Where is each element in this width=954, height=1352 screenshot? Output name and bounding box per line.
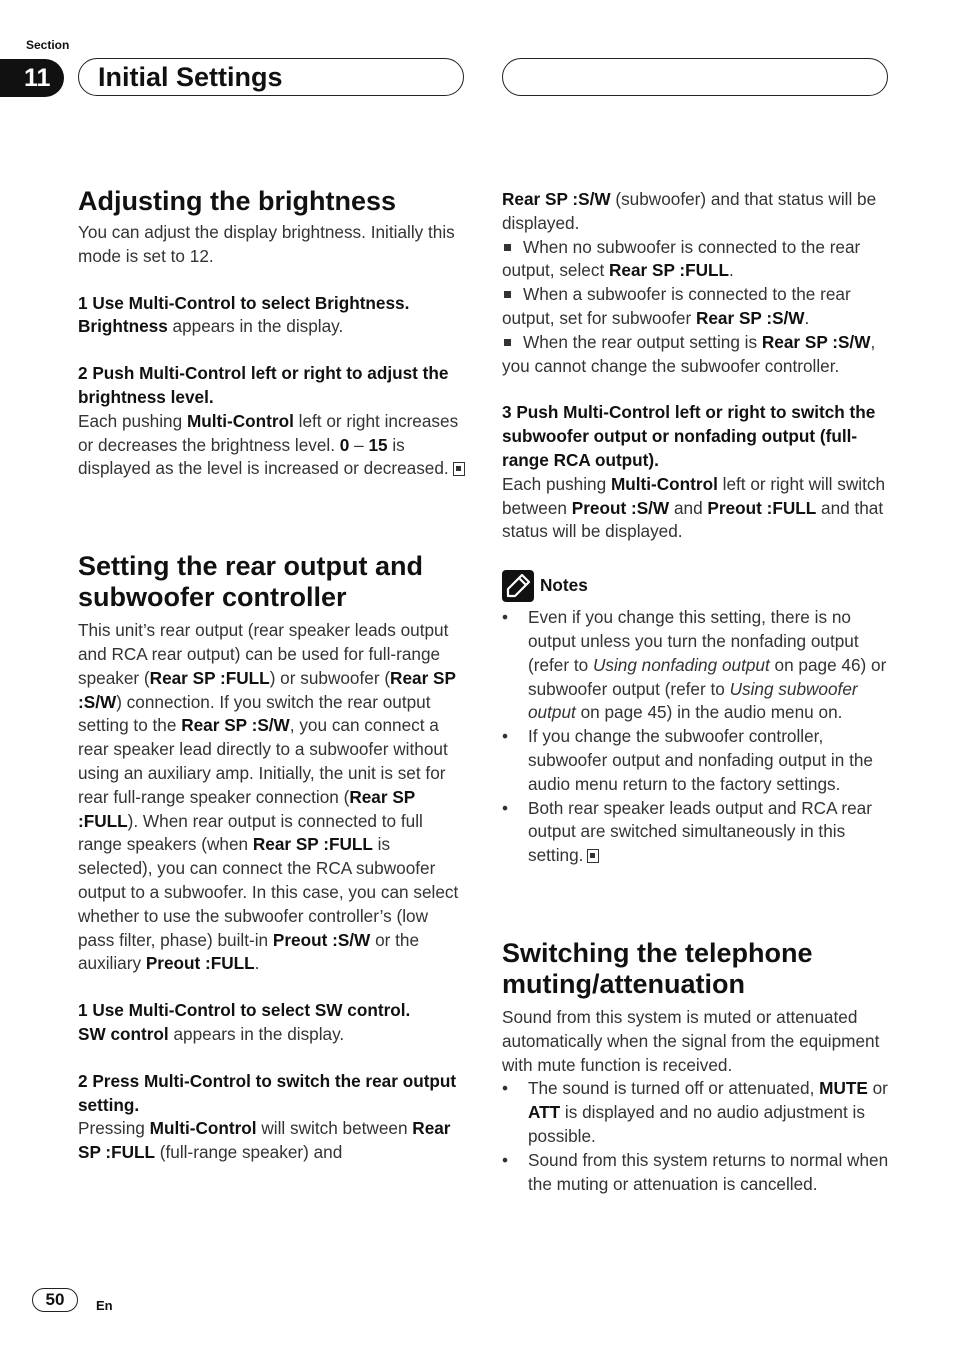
rear-step2-body: Pressing Multi-Control will switch between Rear SP :FULL (full-range speaker) and <box>78 1118 451 1163</box>
notes-header <box>502 570 892 602</box>
note-item: • Both rear speaker leads output and RCA rear output are switched simultaneously in this setting. <box>502 797 892 868</box>
heading-rear-output: Setting the rear output and subwoofer controller <box>78 551 424 613</box>
square-bullet-item: When no subwoofer is connected to the rear output, select Rear SP :FULL. <box>502 236 861 281</box>
section-title: Initial Settings <box>98 62 283 92</box>
rear-step1-title: 1 Use Multi-Control to select SW control. <box>78 1000 411 1021</box>
heading-telephone-muting: Switching the telephone muting/attenuation <box>502 937 813 999</box>
heading-brightness: Adjusting the brightness <box>78 186 397 216</box>
telephone-intro: Sound from this system is muted or attenuated automatically when the signal from the equipment with mute function is received. <box>502 1006 880 1075</box>
rear-output-paragraph: This unit’s rear output (rear speaker leads output and RCA rear output) can be used for full-range speaker (Rear SP :FULL) or subwoofer (Rear SP :S/W) connection. If you switch the rear output setting to the Rear SP :S/W, you can connect a rear speaker lead directly to a subwoofer without using an auxiliary amp. Initially, the unit is set for rear full-range speaker connection (Rear SP :FULL). When rear output is connected to full range speakers (when Rear SP :FULL is selected), you can connect the RCA subwoofer output to a subwoofer. In this case, you can select whether to use the subwoofer controller’s (low pass filter, phase) built-in Preout :S/W or the auxiliary Preout :FULL. <box>78 620 459 974</box>
pencil-note-icon <box>502 570 534 602</box>
telephone-bullet: • The sound is turned off or attenuated, MUTE or ATT is displayed and no audio adjustment is possible. <box>502 1077 892 1148</box>
square-bullet-icon <box>504 291 511 298</box>
brightness-step1-title: 1 Use Multi-Control to select Brightness. <box>78 292 410 313</box>
end-mark-icon <box>453 462 465 476</box>
square-bullet-icon <box>504 244 511 251</box>
left-column <box>78 186 468 1165</box>
header-empty-frame <box>502 58 888 96</box>
end-mark-icon <box>587 849 599 863</box>
rear-step2-title: 2 Press Multi-Control to switch the rear output setting. <box>78 1070 457 1115</box>
brightness-step1-body: Brightness appears in the display. <box>78 316 344 337</box>
brightness-intro: You can adjust the display brightness. Initially this mode is set to 12. <box>78 222 455 266</box>
section-number-badge: 11 <box>0 59 64 97</box>
rear-step1-body: SW control appears in the display. <box>78 1023 345 1044</box>
telephone-bullet: • Sound from this system returns to normal when the muting or attenuation is cancelled. <box>502 1149 892 1197</box>
brightness-step2-title: 2 Push Multi-Control left or right to adjust the brightness level. <box>78 363 449 407</box>
notes-label: Notes <box>540 575 588 596</box>
note-item: • Even if you change this setting, there is no output unless you turn the nonfading output (refer to Using nonfading output on page 46) or subwoofer output (refer to Using subwoofer output on page 45) in the audio menu on. <box>502 606 892 725</box>
note-item: • If you change the subwoofer controller, subwoofer output and nonfading output in the audio menu return to the factory settings. <box>502 725 892 796</box>
right-column <box>502 188 892 1196</box>
language-code: En <box>96 1298 113 1313</box>
square-bullet-item: When a subwoofer is connected to the rear output, set for subwoofer Rear SP :S/W. <box>502 284 851 328</box>
rear-step3-title: 3 Push Multi-Control left or right to switch the subwoofer output or nonfading output (full-range RCA output). <box>502 402 876 470</box>
rear-step3-body: Each pushing Multi-Control left or right will switch between Preout :S/W and Preout :FULL and that status will be displayed. <box>502 473 886 542</box>
section-label: Section <box>26 38 70 52</box>
square-bullet-item: When the rear output setting is Rear SP :S/W, you cannot change the subwoofer controller. <box>502 331 876 376</box>
brightness-step2-body: Each pushing Multi-Control left or right increases or decreases the brightness level. 0 – 15 is displayed as the level is increased or decreased. <box>78 410 468 481</box>
square-bullet-icon <box>504 339 511 346</box>
page-number: 50 <box>32 1288 78 1312</box>
rear-step2-continued: Rear SP :S/W (subwoofer) and that status will be displayed. <box>502 189 877 233</box>
